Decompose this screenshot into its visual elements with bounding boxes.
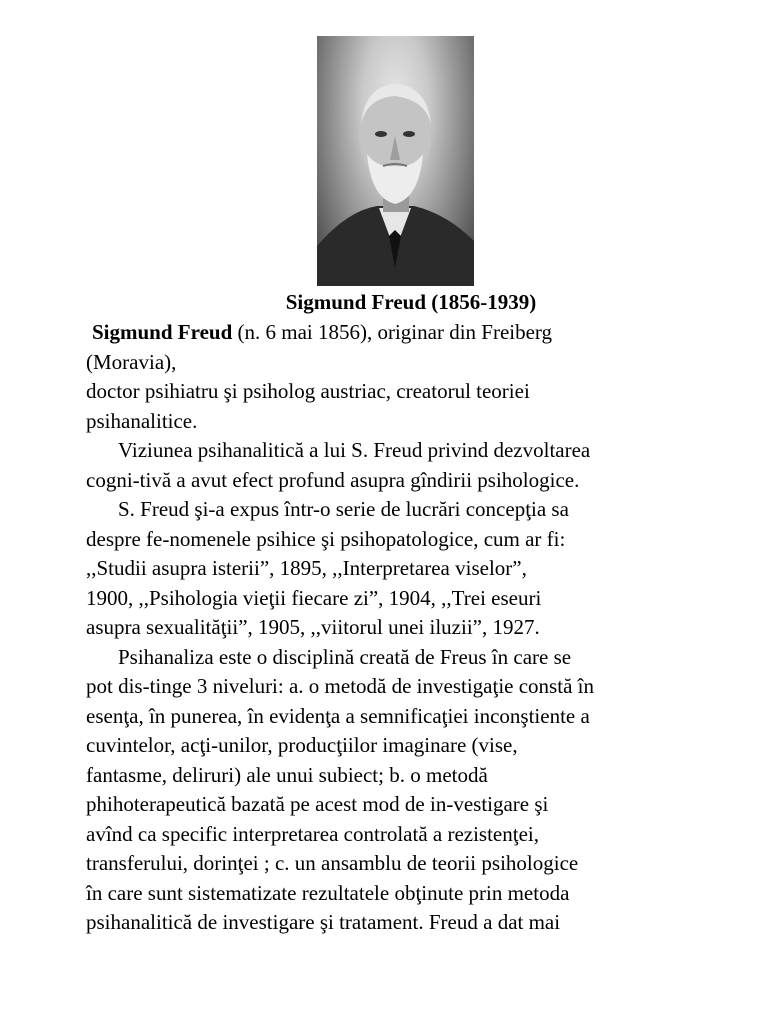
document-body bbox=[86, 318, 726, 938]
text-line: phihoterapeutică bazată pe acest mod de in-vestigare şi bbox=[86, 792, 549, 816]
text-line: Viziunea psihanalitică a lui S. Freud privind dezvoltarea bbox=[118, 438, 591, 462]
text-line: pot dis-tinge 3 niveluri: a. o metodă de investigaţie constă în bbox=[86, 674, 594, 698]
text-line: psihanalitică de investigare şi tratament. Freud a dat mai bbox=[86, 910, 561, 934]
text-line: (Moravia), bbox=[86, 349, 177, 374]
text-line: psihanalitice. bbox=[86, 408, 198, 433]
text-line: transferului, dorinţei ; c. un ansamblu de teorii psihologice bbox=[86, 851, 579, 875]
text-line: cogni-tivă a avut efect profund asupra gîndirii psihologice. bbox=[86, 467, 580, 492]
text-line: fantasme, deliruri) ale unui subiect; b. o metodă bbox=[86, 762, 488, 787]
text-line: esenţa, în punerea, în evidenţa a semnificaţiei inconştiente a bbox=[86, 703, 590, 728]
text-line-part: (n. 6 mai 1856), originar din Freiberg bbox=[232, 320, 553, 344]
page-title: Sigmund Freud (1856-1939) bbox=[285, 290, 537, 314]
intro-name: Sigmund Freud bbox=[92, 320, 233, 344]
text-line: în care sunt sistematizate rezultatele obţinute prin metoda bbox=[86, 880, 570, 905]
text-line: doctor psihiatru şi psiholog austriac, creatorul teoriei bbox=[86, 379, 530, 403]
portrait-photo bbox=[317, 36, 474, 286]
text-line: Psihanaliza este o disciplină creată de Freus în care se bbox=[118, 644, 572, 669]
text-line bbox=[86, 318, 726, 348]
portrait-illustration bbox=[317, 36, 474, 286]
text-line: 1900, ,,Psihologia vieţii fiecare zi”, 1904, ,,Trei eseuri bbox=[86, 585, 542, 610]
text-line: cuvintelor, acţi-unilor, producţiilor imaginare (vise, bbox=[86, 733, 518, 757]
text-line: S. Freud şi-a expus într-o serie de lucrări concepţia sa bbox=[118, 497, 569, 521]
text-line: asupra sexualităţii”, 1905, ,,viitorul unei iluzii”, 1927. bbox=[86, 615, 540, 639]
text-line: ,,Studii asupra isterii”, 1895, ,,Interpretarea viselor”, bbox=[86, 556, 527, 580]
text-line: despre fe-nomenele psihice şi psihopatologice, cum ar fi: bbox=[86, 526, 566, 551]
text-line: avînd ca specific interpretarea controlată a rezistenţei, bbox=[86, 821, 539, 846]
